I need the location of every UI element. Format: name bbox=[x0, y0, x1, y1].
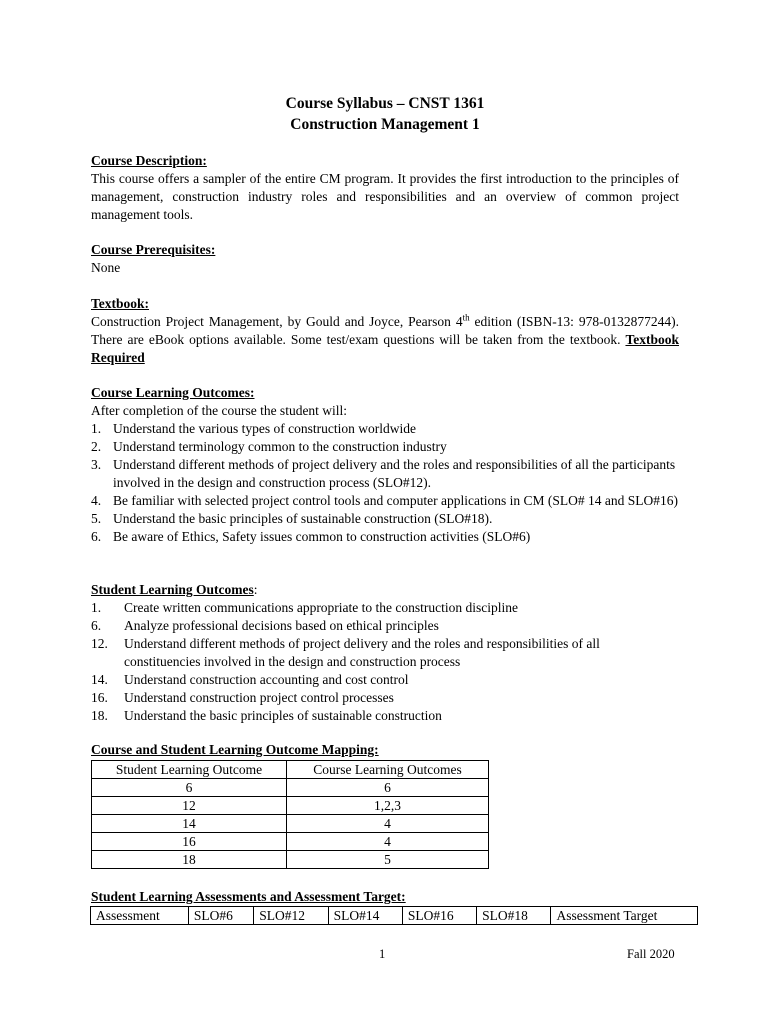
table-row bbox=[92, 815, 489, 833]
clo-item-number: 1. bbox=[91, 421, 102, 436]
mapping-table bbox=[91, 760, 489, 869]
mapping-header-cell: Course Learning Outcomes bbox=[287, 761, 489, 779]
course-description-section bbox=[91, 152, 679, 224]
slo-item-number: 18. bbox=[91, 708, 108, 723]
clo-item bbox=[91, 528, 679, 546]
clo-item-text: Be familiar with selected project control tools and computer applications in CM (SLO# 14 and SLO#16) bbox=[113, 493, 679, 508]
slo-item-text: Understand construction accounting and cost control bbox=[124, 672, 409, 687]
clo-item bbox=[91, 456, 679, 492]
student-learning-outcomes-section bbox=[91, 581, 679, 725]
assessment-header-row bbox=[91, 907, 698, 925]
slo-item bbox=[91, 599, 679, 617]
clo-item-number: 4. bbox=[91, 493, 102, 508]
clo-item-text: Understand the basic principles of sustainable construction (SLO#18). bbox=[113, 511, 493, 526]
mapping-section bbox=[91, 741, 679, 869]
mapping-cell: 4 bbox=[287, 815, 489, 833]
table-row bbox=[92, 851, 489, 869]
textbook-edition-sup: th bbox=[462, 312, 470, 323]
prerequisites-heading: Course Prerequisites: bbox=[91, 242, 216, 257]
slo-item-number: 16. bbox=[91, 690, 108, 705]
slo-item bbox=[91, 689, 679, 707]
slo-item-number: 1. bbox=[91, 600, 102, 615]
clo-item-text: Understand different methods of project delivery and the roles and responsibilities of all the participants involved in the design and construction process (SLO#12). bbox=[113, 457, 676, 490]
clo-item bbox=[91, 492, 679, 510]
clo-item-text: Be aware of Ethics, Safety issues common to construction activities (SLO#6) bbox=[113, 529, 531, 544]
clo-list bbox=[91, 420, 679, 546]
prerequisites-text: None bbox=[91, 260, 121, 275]
mapping-cell: 5 bbox=[287, 851, 489, 869]
assessment-heading: Student Learning Assessments and Assessment Target: bbox=[91, 889, 406, 904]
slo-item-number: 12. bbox=[91, 636, 108, 651]
textbook-text-part1: Construction Project Management, by Gould and Joyce, Pearson 4 bbox=[91, 314, 463, 329]
clo-item-number: 2. bbox=[91, 439, 102, 454]
assessment-table bbox=[90, 906, 698, 925]
mapping-header-row bbox=[92, 761, 489, 779]
slo-heading-colon: : bbox=[253, 582, 258, 597]
textbook-heading: Textbook: bbox=[91, 296, 150, 311]
slo-list bbox=[91, 599, 679, 725]
slo-item-number: 14. bbox=[91, 672, 108, 687]
course-description-heading: Course Description: bbox=[91, 153, 207, 168]
slo-heading bbox=[91, 581, 679, 599]
slo-item-text: Understand the basic principles of sustainable construction bbox=[124, 708, 442, 723]
slo-item bbox=[91, 671, 679, 689]
mapping-cell: 14 bbox=[92, 815, 287, 833]
slo-item-text: Understand construction project control processes bbox=[124, 690, 394, 705]
assessment-section bbox=[91, 888, 679, 925]
assessment-header-cell: SLO#16 bbox=[402, 907, 476, 925]
slo-item bbox=[91, 635, 679, 671]
page-number: 1 bbox=[379, 947, 386, 961]
clo-item-text: Understand the various types of construction worldwide bbox=[113, 421, 416, 436]
table-row bbox=[92, 797, 489, 815]
footer-term: Fall 2020 bbox=[627, 947, 675, 961]
slo-item bbox=[91, 707, 679, 725]
mapping-cell: 1,2,3 bbox=[287, 797, 489, 815]
clo-heading: Course Learning Outcomes: bbox=[91, 385, 255, 400]
slo-item-text: Understand different methods of project delivery and the roles and responsibilities of all constituencies involved in the design and construction process bbox=[124, 636, 600, 669]
table-row bbox=[92, 779, 489, 797]
mapping-cell: 4 bbox=[287, 833, 489, 851]
assessment-header-cell: SLO#14 bbox=[328, 907, 402, 925]
assessment-header-cell: SLO#12 bbox=[254, 907, 328, 925]
mapping-cell: 18 bbox=[92, 851, 287, 869]
slo-item-text: Create written communications appropriate to the construction discipline bbox=[124, 600, 519, 615]
clo-intro: After completion of the course the student will: bbox=[91, 403, 348, 418]
mapping-cell: 6 bbox=[92, 779, 287, 797]
textbook-section bbox=[91, 295, 679, 367]
mapping-header-cell: Student Learning Outcome bbox=[92, 761, 287, 779]
document-title: Course Syllabus – CNST 1361 bbox=[285, 95, 485, 112]
course-description-text: This course offers a sampler of the entire CM program. It provides the first introduction to the principles of management, construction industry roles and responsibilities and an overview of common project management tools. bbox=[91, 171, 679, 222]
slo-item-text: Analyze professional decisions based on ethical principles bbox=[124, 618, 439, 633]
assessment-header-cell: SLO#18 bbox=[477, 907, 551, 925]
document-subtitle: Construction Management 1 bbox=[290, 116, 480, 133]
mapping-cell: 12 bbox=[92, 797, 287, 815]
slo-heading-text: Student Learning Outcomes bbox=[91, 582, 254, 597]
clo-item-number: 6. bbox=[91, 529, 102, 544]
assessment-header-cell: SLO#6 bbox=[188, 907, 253, 925]
mapping-heading: Course and Student Learning Outcome Mapping: bbox=[91, 742, 379, 757]
textbook-text-part2: edition (ISBN-13: 978-0132877244). There are eBook options available. Some test/exam questions will be taken from the textbook. bbox=[91, 314, 679, 347]
prerequisites-section bbox=[91, 241, 679, 277]
course-learning-outcomes-section bbox=[91, 384, 679, 546]
table-row bbox=[92, 833, 489, 851]
assessment-header-cell: Assessment bbox=[91, 907, 189, 925]
clo-item bbox=[91, 510, 679, 528]
clo-item bbox=[91, 420, 679, 438]
slo-item bbox=[91, 617, 679, 635]
mapping-cell: 16 bbox=[92, 833, 287, 851]
assessment-header-cell: Assessment Target bbox=[551, 907, 698, 925]
clo-item bbox=[91, 438, 679, 456]
slo-item-number: 6. bbox=[91, 618, 102, 633]
clo-item-number: 5. bbox=[91, 511, 102, 526]
textbook-required: Textbook Required bbox=[91, 332, 679, 365]
mapping-cell: 6 bbox=[287, 779, 489, 797]
clo-item-text: Understand terminology common to the construction industry bbox=[113, 439, 447, 454]
textbook-text bbox=[91, 313, 679, 367]
clo-item-number: 3. bbox=[91, 457, 102, 472]
